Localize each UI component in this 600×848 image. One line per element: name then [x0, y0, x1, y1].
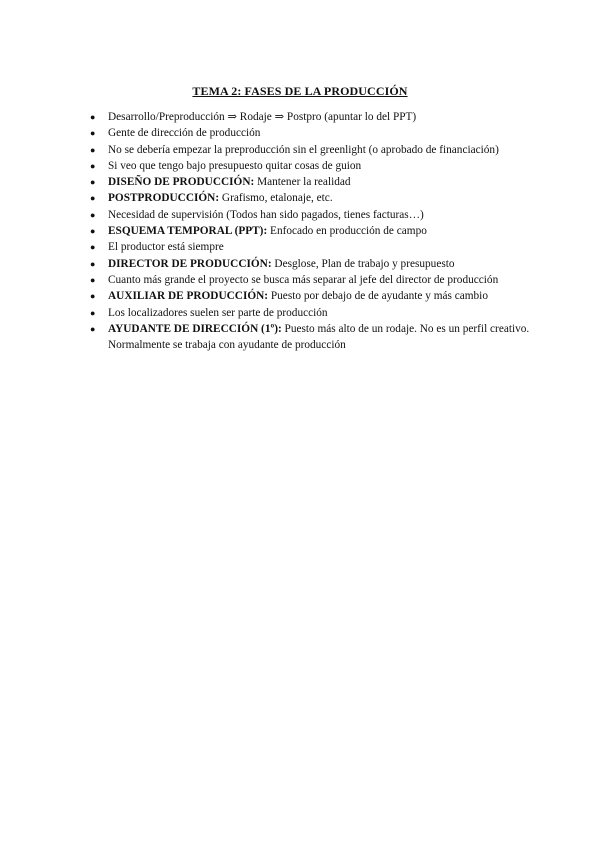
bullet-list	[90, 109, 533, 353]
item-text: Cuanto más grande el proyecto se busca más separar al jefe del director de producción	[108, 273, 499, 286]
bullet-icon: ●	[90, 307, 96, 318]
list-item	[90, 321, 533, 354]
item-bold-label: DISEÑO DE PRODUCCIÓN:	[108, 176, 255, 189]
item-text: Gente de dirección de producción	[108, 127, 261, 140]
item-text: No se debería empezar la preproducción sin el greenlight (o aprobado de financiación)	[108, 143, 499, 156]
bullet-icon: ●	[90, 128, 96, 139]
list-item	[90, 288, 533, 304]
item-text: Puesto más alto de un rodaje. No es un perfil creativo. Normalmente se trabaja con ayudante de producción	[108, 322, 530, 352]
bullet-icon: ●	[90, 177, 96, 188]
list-item	[90, 256, 533, 272]
item-text: Puesto por debajo de de ayudante y más cambio	[268, 290, 488, 303]
item-text: Desglose, Plan de trabajo y presupuesto	[271, 257, 455, 270]
item-bold-label: DIRECTOR DE PRODUCCIÓN:	[108, 257, 272, 270]
item-text: Necesidad de supervisión (Todos han sido pagados, tienes facturas…)	[108, 208, 424, 221]
item-text: Mantener la realidad	[254, 176, 351, 189]
bullet-icon: ●	[90, 323, 96, 334]
list-item	[90, 158, 533, 174]
item-bold-label: AYUDANTE DE DIRECCIÓN (1º):	[108, 322, 282, 335]
item-bold-label: AUXILIAR DE PRODUCCIÓN:	[108, 290, 269, 303]
list-item	[90, 174, 533, 190]
bullet-icon: ●	[90, 160, 96, 171]
item-text: Enfocado en producción de campo	[267, 225, 427, 238]
item-bold-label: POSTPRODUCCIÓN:	[108, 192, 220, 205]
bullet-icon: ●	[90, 226, 96, 237]
bullet-icon: ●	[90, 209, 96, 220]
item-text: El productor está siempre	[108, 241, 224, 254]
bullet-icon: ●	[90, 258, 96, 269]
bullet-icon: ●	[90, 112, 96, 122]
item-text: Grafismo, etalonaje, etc.	[219, 192, 333, 205]
list-item	[90, 239, 533, 255]
list-item	[90, 109, 533, 125]
bullet-icon: ●	[90, 193, 96, 204]
list-item	[90, 207, 533, 223]
item-text: Desarrollo/Preproducción ⇒ Rodaje ⇒ Postpro (apuntar lo del PPT)	[108, 111, 417, 123]
list-item	[90, 142, 533, 158]
list-item	[90, 305, 533, 321]
list-item	[90, 272, 533, 288]
list-item	[90, 190, 533, 206]
page-title: TEMA 2: FASES DE LA PRODUCCIÓN	[192, 84, 408, 98]
bullet-icon: ●	[90, 291, 96, 302]
bullet-icon: ●	[90, 144, 96, 155]
list-item	[90, 223, 533, 239]
item-text: Los localizadores suelen ser parte de producción	[108, 306, 328, 319]
list-item	[90, 125, 533, 141]
bullet-icon: ●	[90, 274, 96, 285]
item-bold-label: ESQUEMA TEMPORAL (PPT):	[108, 225, 268, 238]
bullet-icon: ●	[90, 242, 96, 253]
item-text: Si veo que tengo bajo presupuesto quitar cosas de guion	[108, 159, 362, 172]
